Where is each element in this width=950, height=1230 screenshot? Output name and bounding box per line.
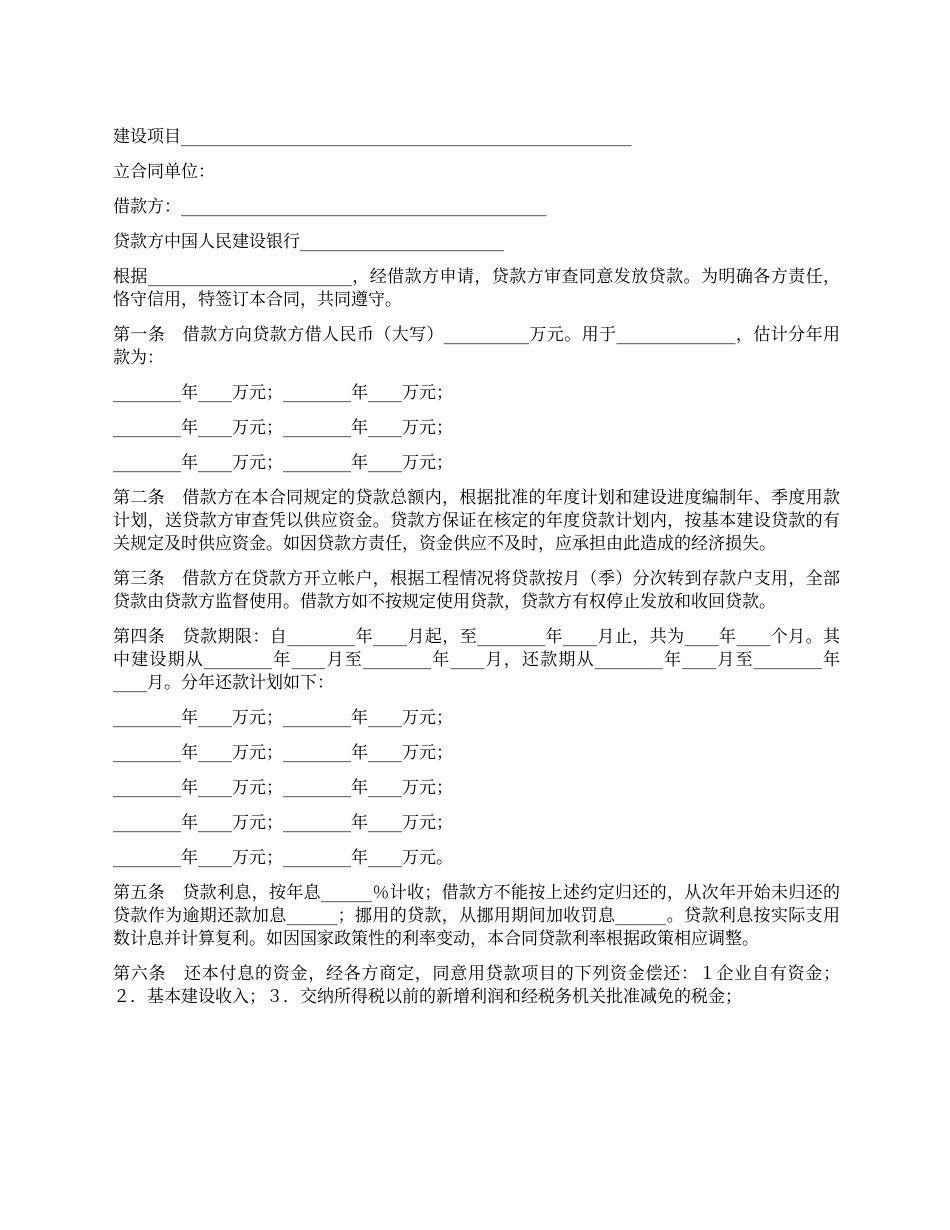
repayment-plan-line: ________年____万元；________年____万元； bbox=[113, 813, 453, 833]
borrower-line: 借款方：___________________________________________ bbox=[113, 197, 547, 217]
usage-plan-line: ________年____万元；________年____万元； bbox=[113, 418, 453, 438]
article-4: 第四条 贷款期限：自________年____月起，至________年____月止，共为____年____个月。其中建设期从________年____月至________年____月，还款期从________年____月至________年____月。分年还款计划如下： bbox=[113, 627, 840, 693]
preamble: 根据________________________，经借款方申请，贷款方审查同意发放贷款。为明确各方责任，恪守信用，特签订本合同，共同遵守。 bbox=[113, 267, 840, 310]
project-line: 建设项目_____________________________________________________ bbox=[113, 127, 632, 147]
usage-plan-line: ________年____万元；________年____万元； bbox=[113, 383, 453, 403]
article-6: 第六条 还本付息的资金，经各方商定，同意用贷款项目的下列资金偿还：１企业自有资金；２．基本建设收入；３．交纳所得税以前的新增利润和经税务机关批准减免的税金； bbox=[113, 964, 840, 1007]
usage-plan-line: ________年____万元；________年____万元； bbox=[113, 453, 453, 473]
article-3: 第三条 借款方在贷款方开立帐户，根据工程情况将贷款按月（季）分次转到存款户支用，全部贷款由贷款方监督使用。借款方如不按规定使用贷款，贷款方有权停止发放和收回贷款。 bbox=[113, 569, 840, 612]
repayment-plan-line: ________年____万元；________年____万元； bbox=[113, 708, 453, 728]
article-2: 第二条 借款方在本合同规定的贷款总额内，根据批准的年度计划和建设进度编制年、季度用款计划，送贷款方审查凭以供应资金。贷款方保证在核定的年度贷款计划内，按基本建设贷款的有关规定及时供应资金。如因贷款方责任，资金供应不及时，应承担由此造成的经济损失。 bbox=[113, 488, 840, 554]
article-5: 第五条 贷款利息，按年息______％计收；借款方不能按上述约定归还的，从次年开始未归还的贷款作为逾期还款加息______；挪用的贷款，从挪用期间加收罚息______。贷款利息按实际支用数计息并计算复利。如因国家政策性的利率变动，本合同贷款利率根据政策相应调整。 bbox=[113, 883, 840, 949]
repayment-plan-line: ________年____万元；________年____万元； bbox=[113, 778, 453, 798]
repayment-plan-line: ________年____万元；________年____万元； bbox=[113, 743, 453, 763]
lender-line: 贷款方中国人民建设银行________________________ bbox=[113, 232, 504, 252]
parties-heading: 立合同单位： bbox=[113, 162, 215, 182]
contract-document bbox=[113, 126, 840, 1021]
article-1: 第一条 借款方向贷款方借人民币（大写）__________万元。用于______________，估计分年用款为： bbox=[113, 325, 840, 368]
repayment-plan-line: ________年____万元；________年____万元。 bbox=[113, 848, 453, 868]
